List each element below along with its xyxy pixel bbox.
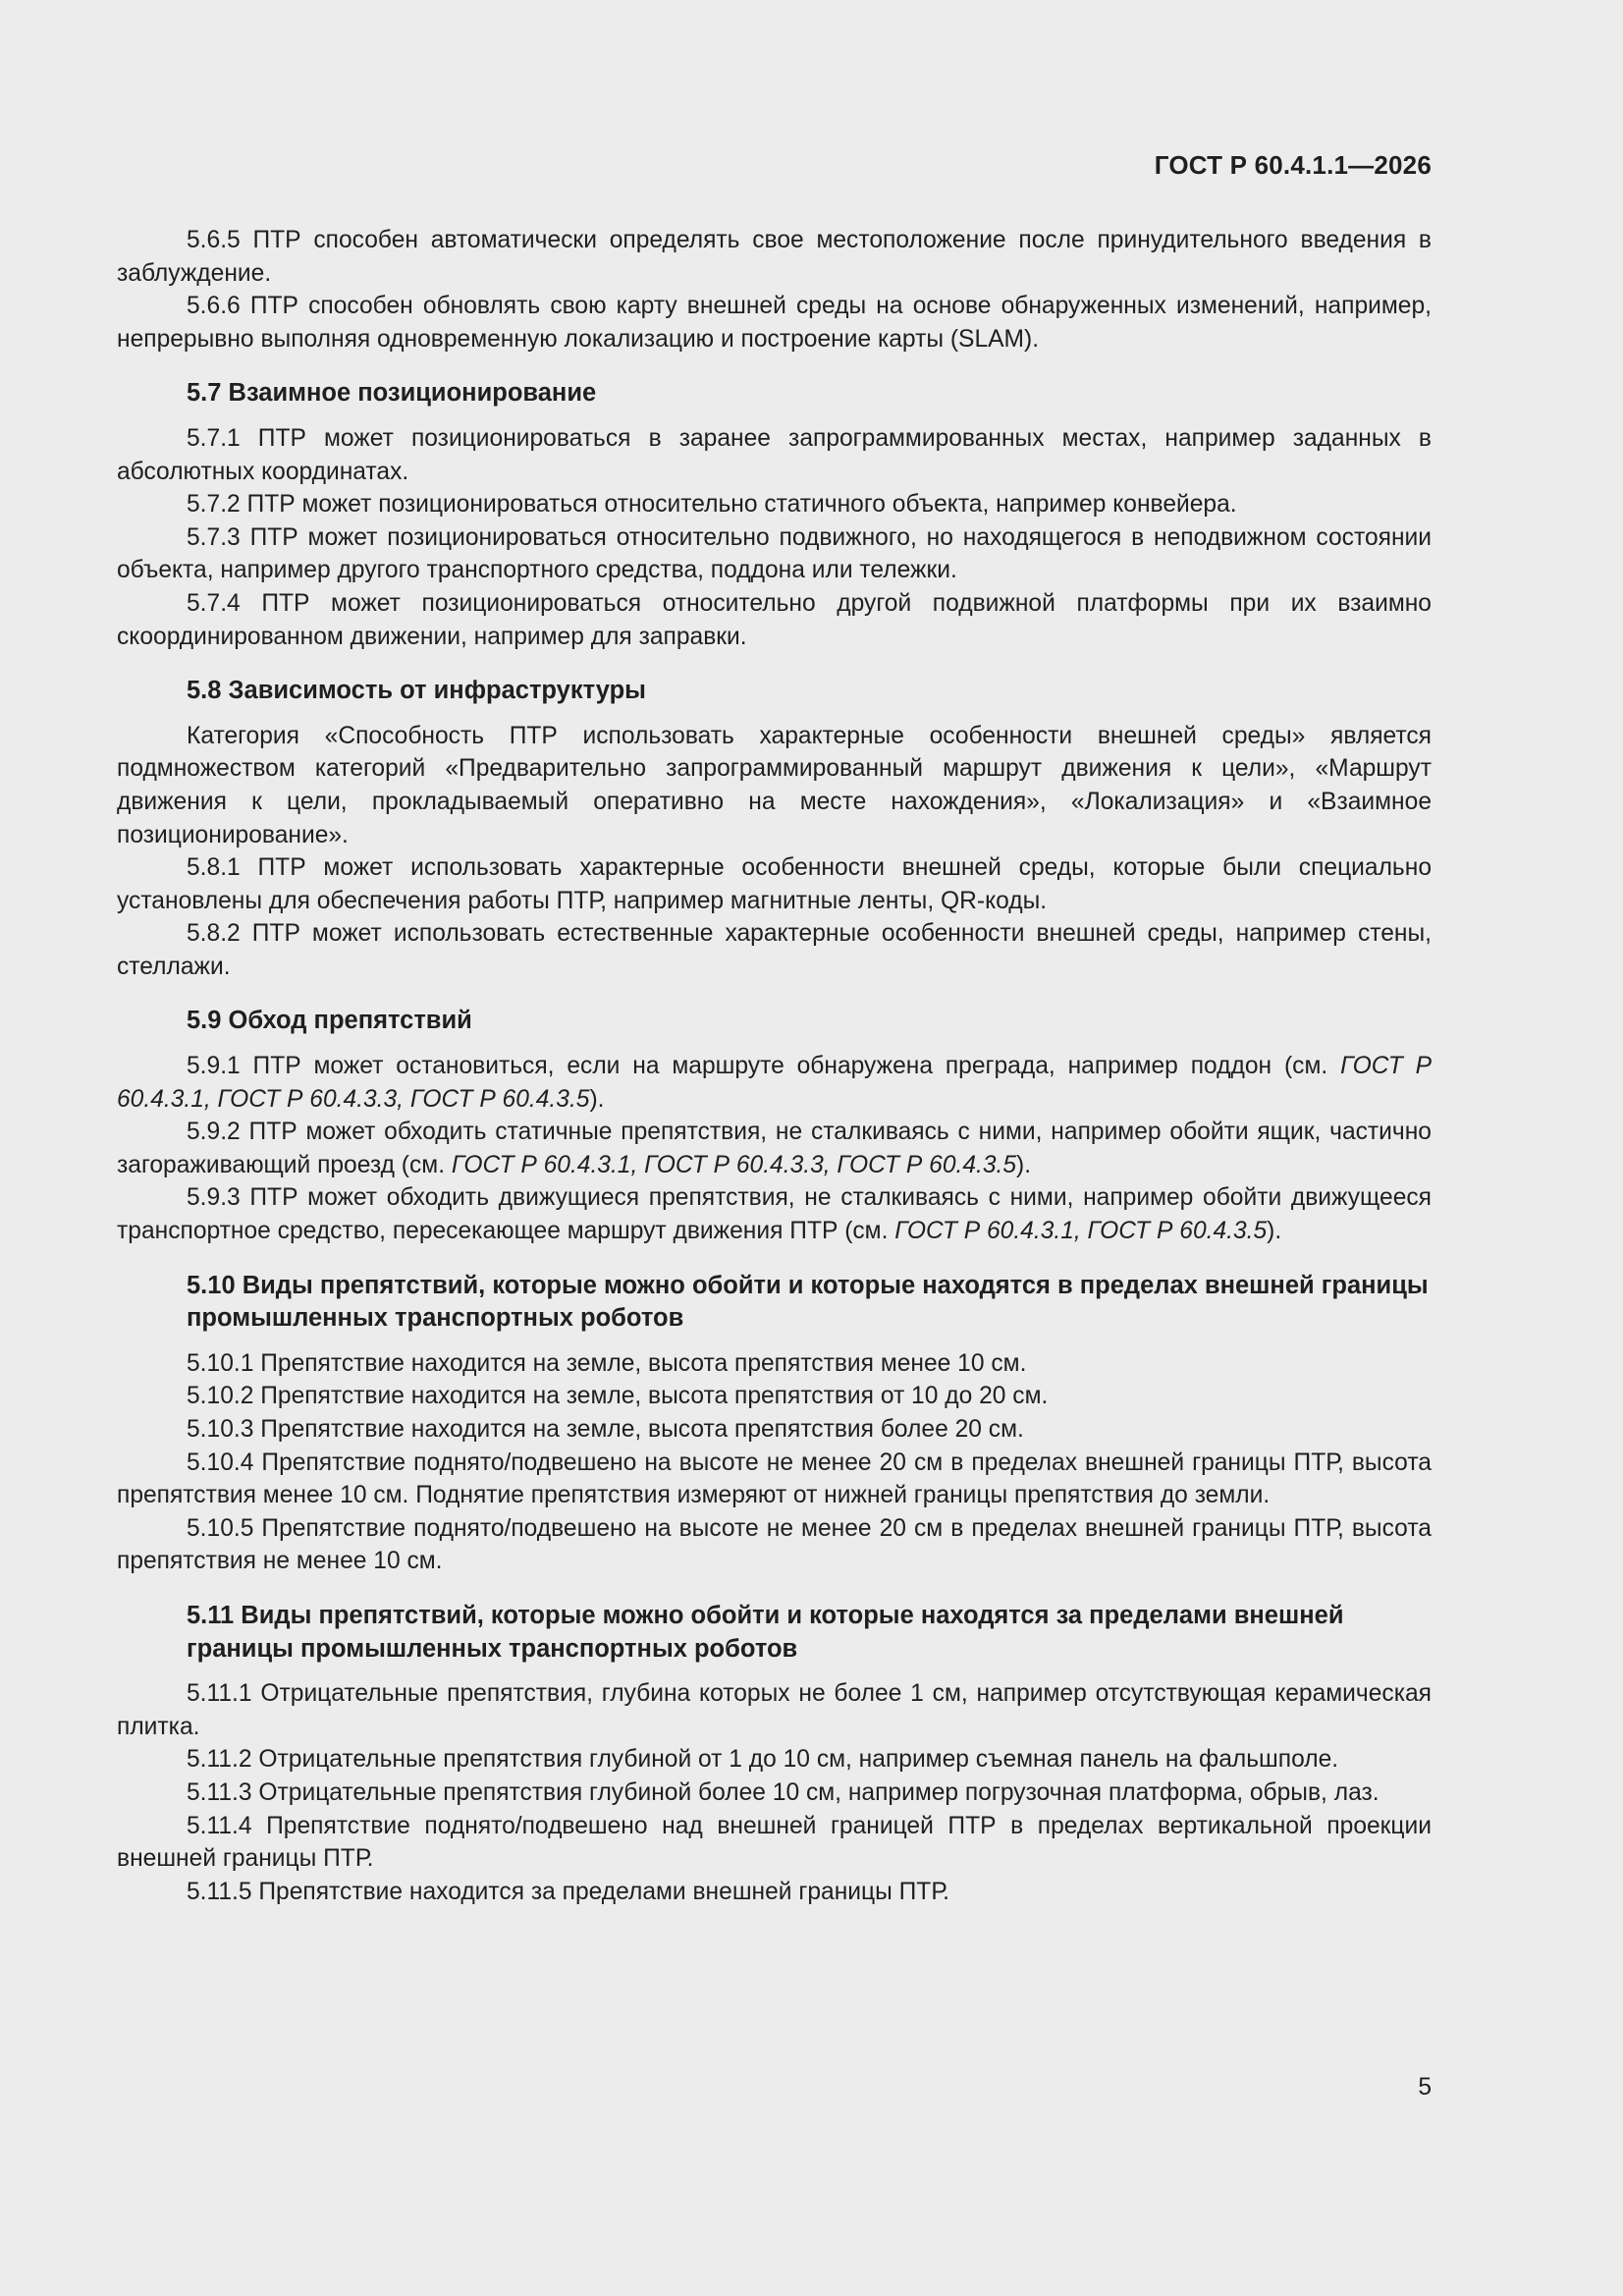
clause-5-8-2: 5.8.2 ПТР может использовать естественные характерные особенности внешней среды, например стены, стеллажи. bbox=[117, 920, 1432, 980]
clause-5-10-3: 5.10.3 Препятствие находится на земле, высота препятствия более 20 см. bbox=[187, 1416, 1024, 1443]
clause-5-9-1 bbox=[117, 1050, 1432, 1116]
clause-5-8-1: 5.8.1 ПТР может использовать характерные особенности внешней среды, которые были специально установлены для обеспечения работы ПТР, например магнитные ленты, QR-коды. bbox=[117, 854, 1432, 914]
clause-5-9-3-close: ). bbox=[1267, 1218, 1282, 1245]
clause-5-9-1-text: 5.9.1 ПТР может остановиться, если на маршруте обнаружена преграда, например поддон (см. bbox=[187, 1053, 1341, 1080]
clause-5-11-1: 5.11.1 Отрицательные препятствия, глубина которых не более 1 см, например отсутствующая керамическая плитка. bbox=[117, 1680, 1432, 1740]
clause-5-11-5: 5.11.5 Препятствие находится за пределами внешней границы ПТР. bbox=[187, 1878, 949, 1905]
document-code-header: ГОСТ Р 60.4.1.1—2026 bbox=[1154, 150, 1432, 180]
clause-5-9-2-text: 5.9.2 ПТР может обходить статичные препятствия, не сталкиваясь с ними, например обойти ящик, частично загораживающий проезд (см. bbox=[117, 1119, 1432, 1178]
clause-5-10-4: 5.10.4 Препятствие поднято/подвешено на высоте не менее 20 см в пределах внешней границы ПТР, высота препятствия менее 10 см. Поднятие препятствия измеряют от нижней границы препятствия до земли. bbox=[117, 1449, 1432, 1509]
clause-5-10-2: 5.10.2 Препятствие находится на земле, высота препятствия от 10 до 20 см. bbox=[187, 1383, 1049, 1410]
section-heading-5-10: 5.10 Виды препятствий, которые можно обойти и которые находятся в пределах внешней границы промышленных транспортных роботов bbox=[187, 1271, 1429, 1333]
section-heading-5-9: 5.9 Обход препятствий bbox=[187, 1007, 472, 1035]
clause-5-11-4: 5.11.4 Препятствие поднято/подвешено над внешней границей ПТР в пределах вертикальной проекции внешней границы ПТР. bbox=[117, 1812, 1432, 1873]
page-number: 5 bbox=[1418, 2074, 1432, 2101]
clause-5-11-2: 5.11.2 Отрицательные препятствия глубиной от 1 до 10 см, например съемная панель на фальшполе. bbox=[187, 1746, 1339, 1774]
clause-5-7-4: 5.7.4 ПТР может позиционироваться относительно другой подвижной платформы при их взаимно скоординированном движении, например для заправки. bbox=[117, 589, 1432, 650]
clause-5-9-2-standard-refs: ГОСТ Р 60.4.3.1, ГОСТ Р 60.4.3.3, ГОСТ Р 60.4.3.5 bbox=[451, 1151, 1017, 1178]
clause-5-9-1-standard-refs: ГОСТ Р 60.4.3.1, ГОСТ Р 60.4.3.3, ГОСТ Р 60.4.3.5 bbox=[117, 1053, 1432, 1113]
section-5-8-intro: Категория «Способность ПТР использовать характерные особенности внешней среды» является подмножеством категорий «Предварительно запрограммированный маршрут движения к цели», «Маршрут движения к цели, прокладываемый оперативно на месте нахождения», «Локализация» и «Взаимное позиционирование». bbox=[117, 722, 1432, 848]
clause-5-10-1: 5.10.1 Препятствие находится на земле, высота препятствия менее 10 см. bbox=[187, 1349, 1027, 1377]
section-heading-5-7: 5.7 Взаимное позиционирование bbox=[187, 379, 597, 408]
clause-5-11-3: 5.11.3 Отрицательные препятствия глубиной более 10 см, например погрузочная платформа, обрыв, лаз. bbox=[187, 1778, 1380, 1806]
clause-5-7-1: 5.7.1 ПТР может позиционироваться в заранее запрограммированных местах, например заданных в абсолютных координатах. bbox=[117, 424, 1432, 485]
clause-5-7-3: 5.7.3 ПТР может позиционироваться относительно подвижного, но находящегося в неподвижном состоянии объекта, например другого транспортного средства, поддона или тележки. bbox=[117, 523, 1432, 584]
clause-5-6-5: 5.6.5 ПТР способен автоматически определять свое местоположение после принудительного введения в заблуждение. bbox=[117, 227, 1432, 287]
clause-5-9-2 bbox=[117, 1116, 1432, 1181]
clause-5-7-2: 5.7.2 ПТР может позиционироваться относительно статичного объекта, например конвейера. bbox=[187, 491, 1237, 519]
clause-5-9-2-close: ). bbox=[1016, 1151, 1032, 1178]
section-heading-5-8: 5.8 Зависимость от инфраструктуры bbox=[187, 677, 646, 705]
clause-5-10-5: 5.10.5 Препятствие поднято/подвешено на высоте не менее 20 см в пределах внешней границы ПТР, высота препятствия не менее 10 см. bbox=[117, 1514, 1432, 1575]
clause-5-9-3-standard-refs: ГОСТ Р 60.4.3.1, ГОСТ Р 60.4.3.5 bbox=[894, 1218, 1268, 1245]
document-body bbox=[117, 224, 1432, 1908]
clause-5-9-3-text: 5.9.3 ПТР может обходить движущиеся препятствия, не сталкиваясь с ними, например обойти движущееся транспортное средство, пересекающее маршрут движения ПТР (см. bbox=[117, 1184, 1432, 1245]
section-heading-5-11: 5.11 Виды препятствий, которые можно обойти и которые находятся за пределами внешней границы промышленных транспортных роботов bbox=[187, 1601, 1344, 1663]
clause-5-6-6: 5.6.6 ПТР способен обновлять свою карту внешней среды на основе обнаруженных изменений, например, непрерывно выполняя одновременную локализацию и построение карты (SLAM). bbox=[117, 293, 1432, 353]
clause-5-9-1-close: ). bbox=[589, 1085, 605, 1113]
clause-5-9-3 bbox=[117, 1181, 1432, 1247]
